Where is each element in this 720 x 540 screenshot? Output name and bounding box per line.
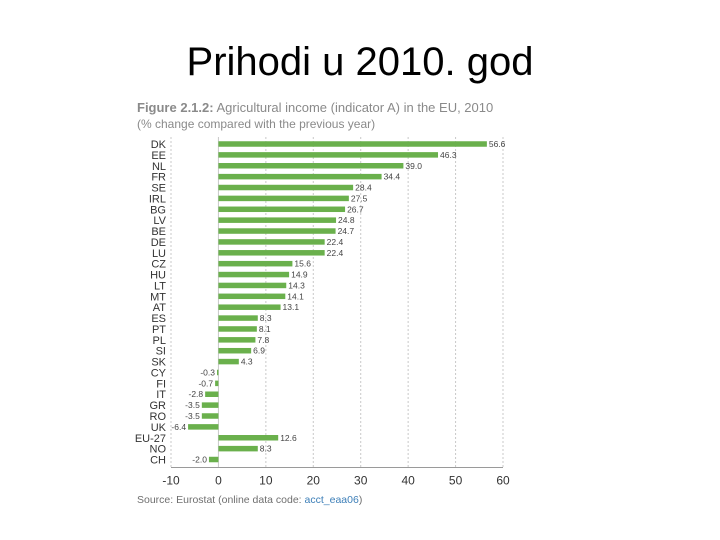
x-tick-label: 60 <box>496 473 510 488</box>
category-label: UK <box>150 421 166 434</box>
bar <box>209 457 218 463</box>
x-tick-label: 20 <box>306 473 320 488</box>
data-label: 13.1 <box>282 302 300 313</box>
category-label: SK <box>151 356 166 369</box>
x-tick-label: 50 <box>448 473 463 488</box>
x-tick-label: 40 <box>401 473 415 488</box>
data-label: 8.1 <box>258 323 271 334</box>
x-tick-label: -10 <box>162 473 180 488</box>
slide-title: Prihodi u 2010. god <box>186 40 534 84</box>
bar <box>218 174 381 180</box>
category-label: BE <box>151 226 166 239</box>
category-label: DE <box>150 236 166 249</box>
data-label: -6.4 <box>171 421 187 432</box>
bar <box>202 413 219 419</box>
bar <box>218 315 257 321</box>
data-label: 14.1 <box>287 291 304 302</box>
category-label: BG <box>150 204 166 217</box>
bar <box>218 359 238 365</box>
figure-label: Figure 2.1.2: <box>137 100 214 115</box>
data-label: 15.6 <box>294 258 311 269</box>
data-label: 34.4 <box>383 171 401 182</box>
category-label: EE <box>151 149 166 162</box>
source-code-link[interactable]: acct_eaa06 <box>304 494 359 506</box>
category-label: LV <box>153 215 166 228</box>
x-tick-label: 30 <box>354 473 368 488</box>
category-label: CY <box>150 367 166 380</box>
category-label: IT <box>156 389 166 402</box>
bar <box>218 337 255 343</box>
data-label: 27.5 <box>350 193 368 204</box>
category-label: ES <box>151 313 166 326</box>
category-label: PT <box>151 323 166 336</box>
bar <box>218 163 403 169</box>
data-label: -2.8 <box>188 389 204 400</box>
category-label: MT <box>150 291 166 304</box>
x-tick-label: 10 <box>259 473 273 488</box>
data-label: 7.8 <box>257 334 270 345</box>
source-prefix: Source: Eurostat (online data code: <box>137 494 305 506</box>
data-label: 8.3 <box>259 313 272 324</box>
bar <box>218 326 256 332</box>
bar <box>202 402 219 408</box>
source-suffix: ) <box>358 494 363 506</box>
bar <box>218 217 336 223</box>
data-label: 26.7 <box>347 204 364 215</box>
category-label: AT <box>152 302 166 315</box>
bar <box>218 294 285 300</box>
data-label: 39.0 <box>405 160 422 171</box>
bar <box>215 381 218 387</box>
category-label: NO <box>149 443 166 456</box>
category-label: FI <box>156 378 166 391</box>
bar <box>218 283 286 289</box>
category-label: GR <box>149 400 166 413</box>
data-label: 14.3 <box>288 280 305 291</box>
bar <box>218 141 486 147</box>
category-label: LU <box>151 247 166 260</box>
category-label: SE <box>151 182 166 195</box>
category-label: HU <box>150 269 166 282</box>
category-label: CH <box>150 454 166 467</box>
data-label: 6.9 <box>253 345 265 356</box>
source-note <box>137 494 362 506</box>
data-label: 12.6 <box>280 432 297 443</box>
data-label: -0.7 <box>198 378 214 389</box>
category-label: IRL <box>148 193 166 206</box>
data-label: 46.3 <box>440 149 457 160</box>
data-label: 4.3 <box>240 356 253 367</box>
category-label: EU-27 <box>134 432 166 445</box>
bar <box>218 261 292 267</box>
category-label: FR <box>151 171 166 184</box>
data-label: 14.9 <box>291 269 308 280</box>
bar <box>218 207 345 213</box>
figure-title: Agricultural income (indicator A) in the EU, 2010 <box>216 100 494 115</box>
bar <box>218 196 348 202</box>
category-label: DK <box>150 139 166 151</box>
bar <box>218 348 251 354</box>
category-label: NL <box>151 160 166 173</box>
bar <box>218 250 324 256</box>
data-label: 22.4 <box>326 247 344 258</box>
bar <box>218 152 438 158</box>
data-label: 24.7 <box>337 226 355 237</box>
data-label: 56.6 <box>488 139 506 149</box>
data-label: -3.5 <box>185 411 200 421</box>
bar <box>218 446 257 452</box>
data-label: -3.5 <box>185 400 200 411</box>
data-label: -0.3 <box>200 367 216 378</box>
bar <box>188 424 218 430</box>
data-label: 28.4 <box>355 182 372 193</box>
category-label: PL <box>152 334 166 347</box>
data-label: 24.8 <box>338 215 355 226</box>
data-label: 8.3 <box>259 443 272 454</box>
x-tick-label: 0 <box>215 473 222 488</box>
bar <box>218 228 335 234</box>
data-label: 22.4 <box>326 236 344 247</box>
category-label: CZ <box>151 258 166 271</box>
data-label: -2.0 <box>192 454 207 465</box>
bar <box>218 239 324 245</box>
bar <box>218 185 353 191</box>
bar <box>205 391 218 397</box>
category-label: LT <box>153 280 166 293</box>
bar <box>218 435 278 441</box>
bar <box>218 272 289 278</box>
category-label: RO <box>149 411 166 423</box>
category-label: SI <box>155 345 166 358</box>
bar <box>218 304 280 310</box>
bar <box>217 370 218 376</box>
figure-subtitle: (% change compared with the previous year) <box>137 117 376 131</box>
